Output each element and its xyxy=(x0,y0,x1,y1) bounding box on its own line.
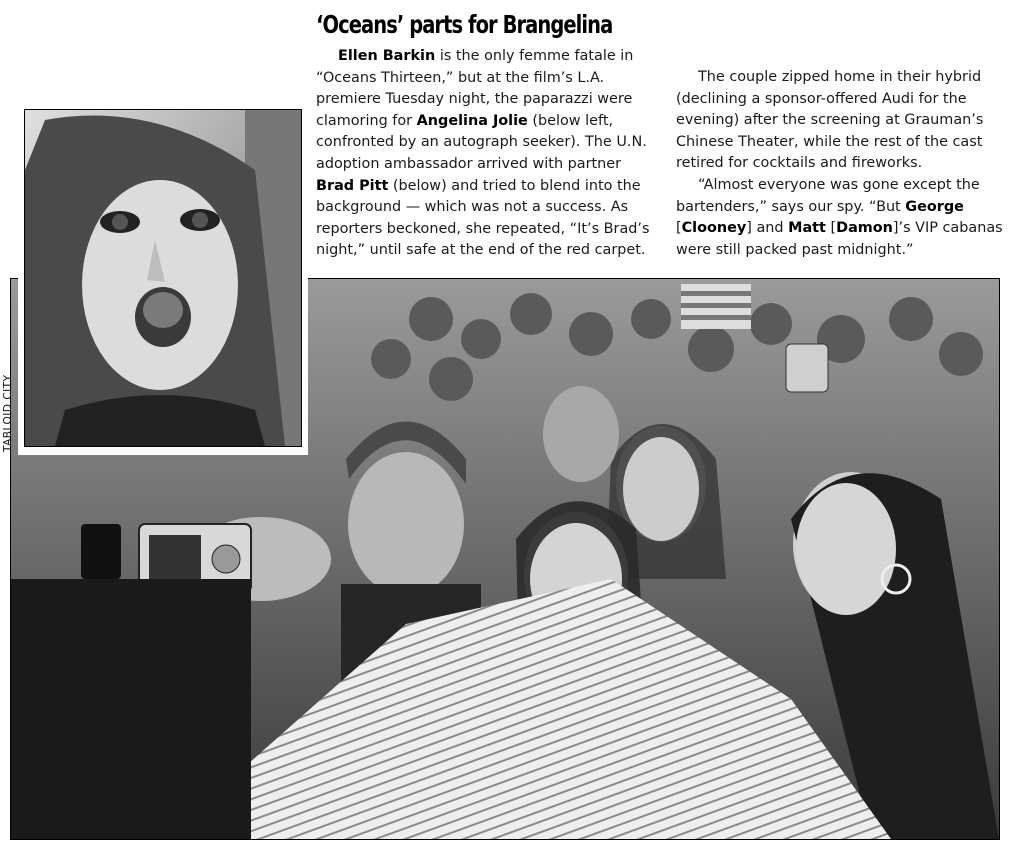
text-line xyxy=(316,197,656,219)
text-line xyxy=(676,132,1006,154)
text-run: retired for cocktails and fireworks. xyxy=(676,155,923,172)
text-line xyxy=(676,67,1006,89)
text-line xyxy=(676,240,1006,262)
text-run: night,” until safe at the end of the red carpet. xyxy=(316,242,646,259)
text-run: Chinese Theater, while the rest of the cast xyxy=(676,133,983,150)
bold-name: Damon xyxy=(836,220,893,237)
text-line xyxy=(316,89,656,111)
photo-credit: TABLOID CITY xyxy=(2,374,14,452)
bold-name: Matt xyxy=(788,220,826,237)
text-run: (declining a sponsor-offered Audi for the xyxy=(676,90,967,107)
article-column-2 xyxy=(676,67,1006,261)
text-line xyxy=(316,154,656,176)
text-line xyxy=(316,132,656,154)
text-line xyxy=(316,46,656,68)
text-line xyxy=(316,68,656,90)
text-run: [ xyxy=(825,220,837,237)
bold-name: Angelina Jolie xyxy=(416,112,528,129)
headline: ‘Oceans’ parts for Brangelina xyxy=(316,10,613,39)
text-run: were still packed past midnight.” xyxy=(676,241,914,258)
text-line xyxy=(316,176,656,198)
text-line xyxy=(676,153,1006,175)
bold-name: Ellen Barkin xyxy=(338,48,436,64)
text-line xyxy=(316,111,656,133)
text-run: reporters beckoned, she repeated, “It’s Brad’s xyxy=(316,220,650,237)
text-line xyxy=(676,110,1006,132)
bold-name: George xyxy=(905,198,964,215)
text-run: evening) after the screening at Grauman’s xyxy=(676,112,984,129)
text-line xyxy=(316,219,656,241)
text-run: premiere Tuesday night, the paparazzi were xyxy=(316,91,633,108)
bold-name: Clooney xyxy=(681,220,747,237)
text-run: [ xyxy=(676,220,682,237)
text-run: ] and xyxy=(746,220,789,237)
text-run: adoption ambassador arrived with partner xyxy=(316,155,622,172)
text-run: (below left, xyxy=(527,112,614,129)
angelina-jolie-inset-photo xyxy=(24,109,302,447)
text-run: The couple zipped home in their hybrid xyxy=(698,69,982,85)
text-line xyxy=(316,240,656,262)
text-run: background — which was not a success. As xyxy=(316,199,629,216)
text-run: is the only femme fatale in xyxy=(435,48,634,64)
text-run: bartenders,” says our spy. “But xyxy=(676,198,906,215)
text-run: confronted by an autograph seeker). The U.N. xyxy=(316,134,647,151)
article-column-1 xyxy=(316,46,656,262)
bold-name: Brad Pitt xyxy=(316,177,389,194)
text-line xyxy=(676,89,1006,111)
text-line xyxy=(676,175,1006,197)
text-run: ]’s VIP cabanas xyxy=(892,220,1003,237)
text-line xyxy=(676,197,1006,219)
text-run: “Almost everyone was gone except the xyxy=(698,176,980,193)
text-run: “Oceans Thirteen,” but at the film’s L.A. xyxy=(316,69,605,86)
text-run: clamoring for xyxy=(316,112,417,129)
text-line xyxy=(676,218,1006,240)
text-run: (below) and tried to blend into the xyxy=(388,177,641,194)
